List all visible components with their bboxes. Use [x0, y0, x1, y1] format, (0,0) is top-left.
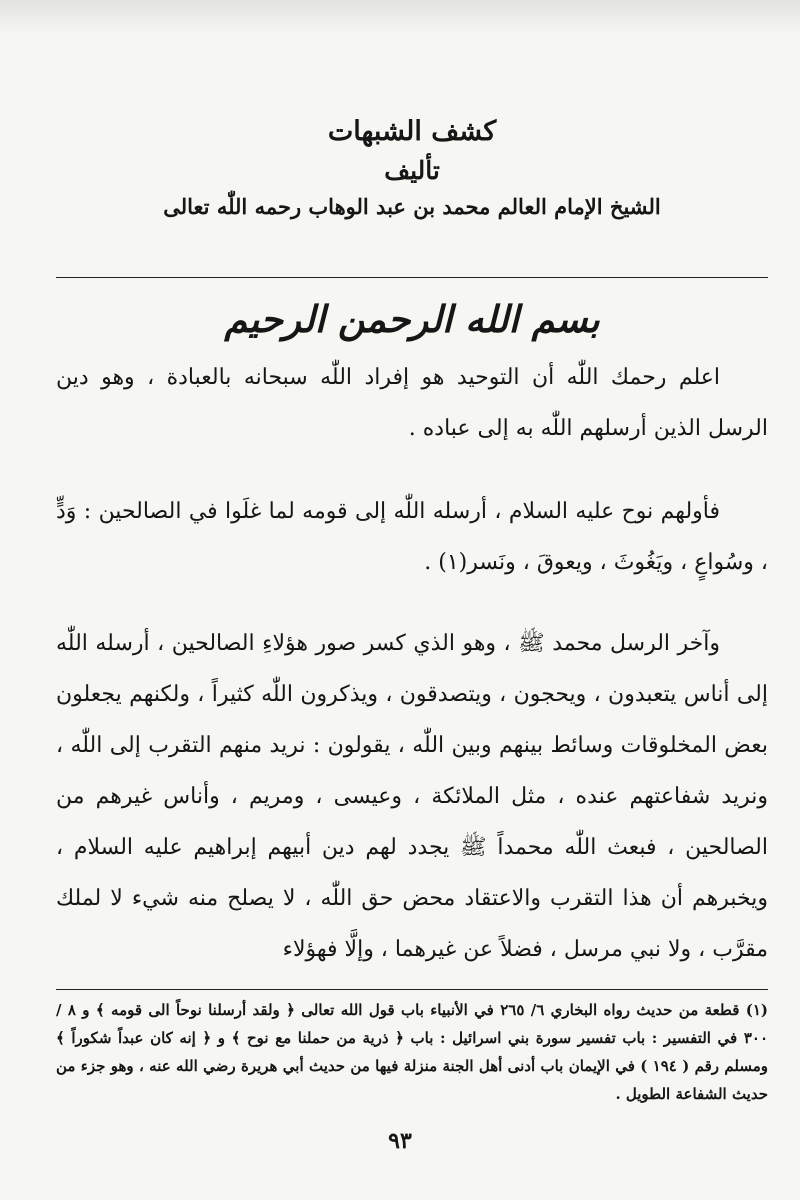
footnote-divider — [56, 989, 768, 990]
book-title: كشف الشبهات — [327, 116, 497, 147]
paragraph-3: وآخر الرسل محمد ﷺ ، وهو الذي كسر صور هؤلاءِ الصالحين ، أرسله اللّٰه إلى أناس يتعبدون ، ويحجون ، ويتصدقون ، ويذكرون اللّٰه كثيراً ، ولكنهم يجعلون بعض المخلوقات وسائط بينهم وبين اللّٰه ، يقولون : نريد منهم التقرب إلى اللّٰه ، ونريد شفاعتهم عنده ، مثل الملائكة ، وعيسى ، ومريم ، وأناس غيرهم من الصالحين ، فبعث اللّٰه محمداً ﷺ يجدد لهم دين أبيهم إبراهيم عليه السلام ، ويخبرهم أن هذا التقرب والاعتقاد محض حق اللّٰه ، لا يصلح منه شيء لا لملك مقرَّب ، ولا نبي مرسل ، فضلاً عن غيرهما ، وإلَّا فهؤلاء — [56, 630, 768, 962]
page-number: ٩٣ — [388, 1128, 412, 1154]
footnote: (١) قطعة من حديث رواه البخاري ٦/ ٢٦٥ في الأنبياء باب قول الله تعالى ﴿ ولقد أرسلنا نوحاً الى قومه ﴾ و ٨ / ٣٠٠ في التفسير : باب تفسير سورة بني اسرائيل : باب ﴿ ذرية من حملنا مع نوح ﴾ و ﴿ إنه كان عبداً شكوراً ﴾ ومسلم رقم ( ١٩٤ ) في الإيمان باب أدنى أهل الجنة منزلة فيها من حديث أبي هريرة رضي الله عنه ، وهو جزء من حديث الشفاعة الطويل . — [56, 1000, 768, 1103]
paragraph-1: اعلم رحمك اللّٰه أن التوحيد هو إفراد اللّٰه سبحانه بالعبادة ، وهو دين الرسل الذين أرسلهم اللّٰه به إلى عباده . — [56, 364, 768, 441]
book-author: الشيخ الإمام العالم محمد بن عبد الوهاب رحمه اللّٰه تعالى — [163, 194, 661, 220]
page-top-shadow — [0, 0, 800, 34]
paragraph-2: فأولهم نوح عليه السلام ، أرسله اللّٰه إلى قومه لما غلَوا في الصالحين : وَدٍّ ، وسُواعٍ ، ويَغُوثَ ، ويعوقَ ، ونَسر(١) . — [56, 498, 768, 575]
title-divider — [56, 277, 768, 278]
book-subtitle: تأليف — [384, 156, 440, 186]
basmala-calligraphy: بسم الله الرحمن الرحيم — [224, 297, 600, 342]
page-content — [56, 110, 768, 1108]
